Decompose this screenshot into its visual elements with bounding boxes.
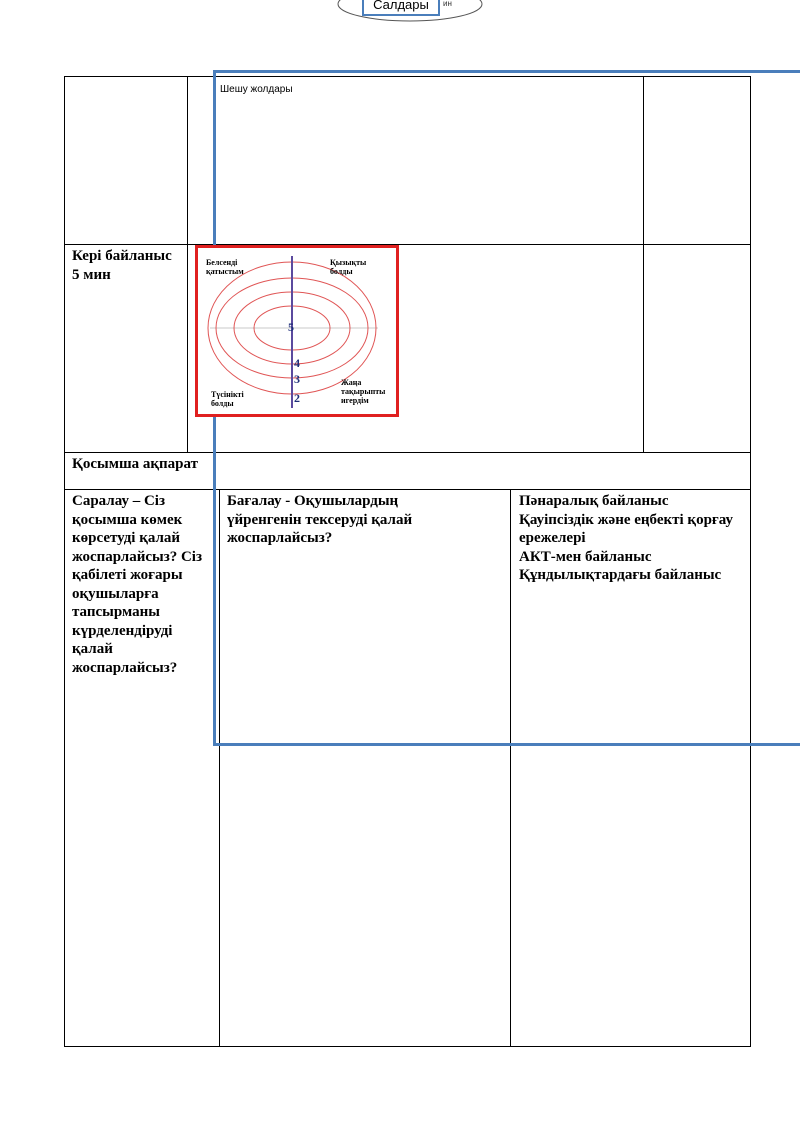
differentiation-text: Саралау – Сіз қосымша көмек көрсетуді қалай жоспарлайсыз? Сіз қабілеті жоғары оқушыларға тапсырманы күрделендіруді қалай жоспарлайсыз? — [72, 493, 203, 676]
scale-number: 5 — [288, 320, 294, 334]
label-active-participation: Белсенді қатыстым — [206, 258, 244, 276]
label-interesting: Қызықты болды — [330, 258, 367, 276]
label-new-topic: Жаңа тақырыпты игердім — [341, 378, 386, 405]
cross-link-item: Пәнаралық байланыс — [519, 493, 669, 509]
feedback-cell — [72, 247, 186, 284]
cross-link-item: АКТ-мен байланыс — [519, 548, 652, 565]
header-trailing-text: ин — [443, 0, 452, 8]
header-label-box — [362, 0, 440, 16]
scale-number: 4 — [294, 356, 300, 370]
scale-number: 3 — [294, 372, 300, 386]
header-label: Салдары — [373, 0, 429, 12]
extra-info-label: Қосымша ақпарат — [72, 456, 198, 472]
assessment-text: Бағалау - Оқушылардың үйренгенін тексеруді қалай жоспарлайсыз? — [227, 493, 413, 546]
feedback-time: 5 мин — [72, 266, 111, 283]
feedback-target-diagram — [195, 245, 399, 417]
solution-label: Шешу жолдары — [220, 84, 293, 95]
label-understandable: Түсінікті болды — [211, 390, 244, 408]
feedback-title: Кері байланыс — [72, 248, 172, 264]
cross-link-item: Құндылықтардағы байланыс — [519, 567, 722, 583]
cross-links-list — [519, 492, 747, 585]
scale-number: 2 — [294, 391, 300, 405]
cross-link-item: Қауіпсіздік және еңбекті қорғау ережелері — [519, 511, 733, 546]
